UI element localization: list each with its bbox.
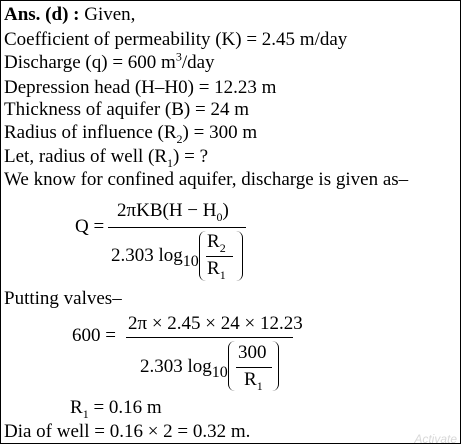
thickness-line: Thickness of aquifer (B) = 24 m xyxy=(4,99,249,120)
eq2-inner-den-sub: 1 xyxy=(256,378,263,393)
eq2-left-paren xyxy=(228,341,235,391)
eq2-den-sub: 10 xyxy=(211,363,228,381)
radius-influence-value: ) = 300 m xyxy=(182,122,258,143)
depression-head-line: Depression head (H–H0) = 12.23 m xyxy=(4,77,277,98)
eq1-right-paren xyxy=(236,231,243,281)
eq2-inner-den xyxy=(244,369,263,391)
radius-influence-text: Radius of influence (R xyxy=(4,122,177,143)
eq1-inner-num xyxy=(207,231,226,253)
putting-values-line: Putting valves– xyxy=(4,288,122,309)
discharge-unit: /day xyxy=(181,52,215,73)
eq1-inner-num-text: R xyxy=(207,231,220,252)
eq2-denominator xyxy=(140,356,228,381)
r1-value: = 0.16 m xyxy=(88,397,162,418)
watermark: Activate xyxy=(414,432,457,446)
eq2-fraction-bar xyxy=(126,337,293,338)
eq1-inner-den-sub: 1 xyxy=(219,267,226,282)
r1-sub: 1 xyxy=(82,406,89,421)
eq1-inner-bar xyxy=(206,256,233,257)
permeability-line: Coefficient of permeability (K) = 2.45 m/day xyxy=(4,29,348,50)
discharge-text: Discharge (q) = 600 m xyxy=(4,52,176,73)
discharge-line xyxy=(4,49,215,74)
answer-heading xyxy=(4,4,135,26)
eq1-lhs: Q = xyxy=(75,216,105,237)
eq1-inner-den-text: R xyxy=(207,258,220,279)
discharge-exponent: 3 xyxy=(175,49,182,64)
eq1-den-sub: 10 xyxy=(182,252,199,270)
eq1-num-end: ) xyxy=(222,200,229,221)
eq1-num-sub: 0 xyxy=(216,209,223,224)
eq1-num-text: 2πKB(H − H xyxy=(117,200,217,221)
eq1-denominator xyxy=(111,245,199,270)
eq1-den-text: 2.303 log xyxy=(111,245,183,266)
r1-symbol: R xyxy=(70,397,83,418)
eq2-inner-den-text: R xyxy=(244,369,257,390)
eq2-lhs: 600 = xyxy=(72,325,116,346)
radius-well-sub: 1 xyxy=(167,155,174,170)
answer-label: Ans. (d) : xyxy=(4,4,80,25)
eq1-inner-num-sub: 2 xyxy=(219,240,226,255)
eq1-inner-den xyxy=(207,258,226,280)
eq1-left-paren xyxy=(199,231,206,281)
dia-of-well-line: Dia of well = 0.16 × 2 = 0.32 m. xyxy=(4,421,251,442)
given-text: Given, xyxy=(79,4,136,25)
r1-result-line xyxy=(70,397,162,419)
eq1-fraction-bar xyxy=(108,227,246,228)
eq2-inner-num: 300 xyxy=(238,342,267,363)
eq1-numerator xyxy=(117,200,229,222)
eq2-den-text: 2.303 log xyxy=(140,356,212,377)
radius-influence-line xyxy=(4,122,257,144)
eq2-right-paren xyxy=(272,341,279,391)
radius-well-unknown: ) = ? xyxy=(173,146,209,167)
radius-well-text: Let, radius of well (R xyxy=(4,146,168,167)
confined-aquifer-line: We know for confined aquifer, discharge is given as– xyxy=(4,169,409,190)
radius-well-line xyxy=(4,146,208,168)
eq2-numerator: 2π × 2.45 × 24 × 12.23 xyxy=(128,313,303,334)
radius-influence-sub: 2 xyxy=(176,131,183,146)
eq2-inner-bar xyxy=(236,367,272,368)
